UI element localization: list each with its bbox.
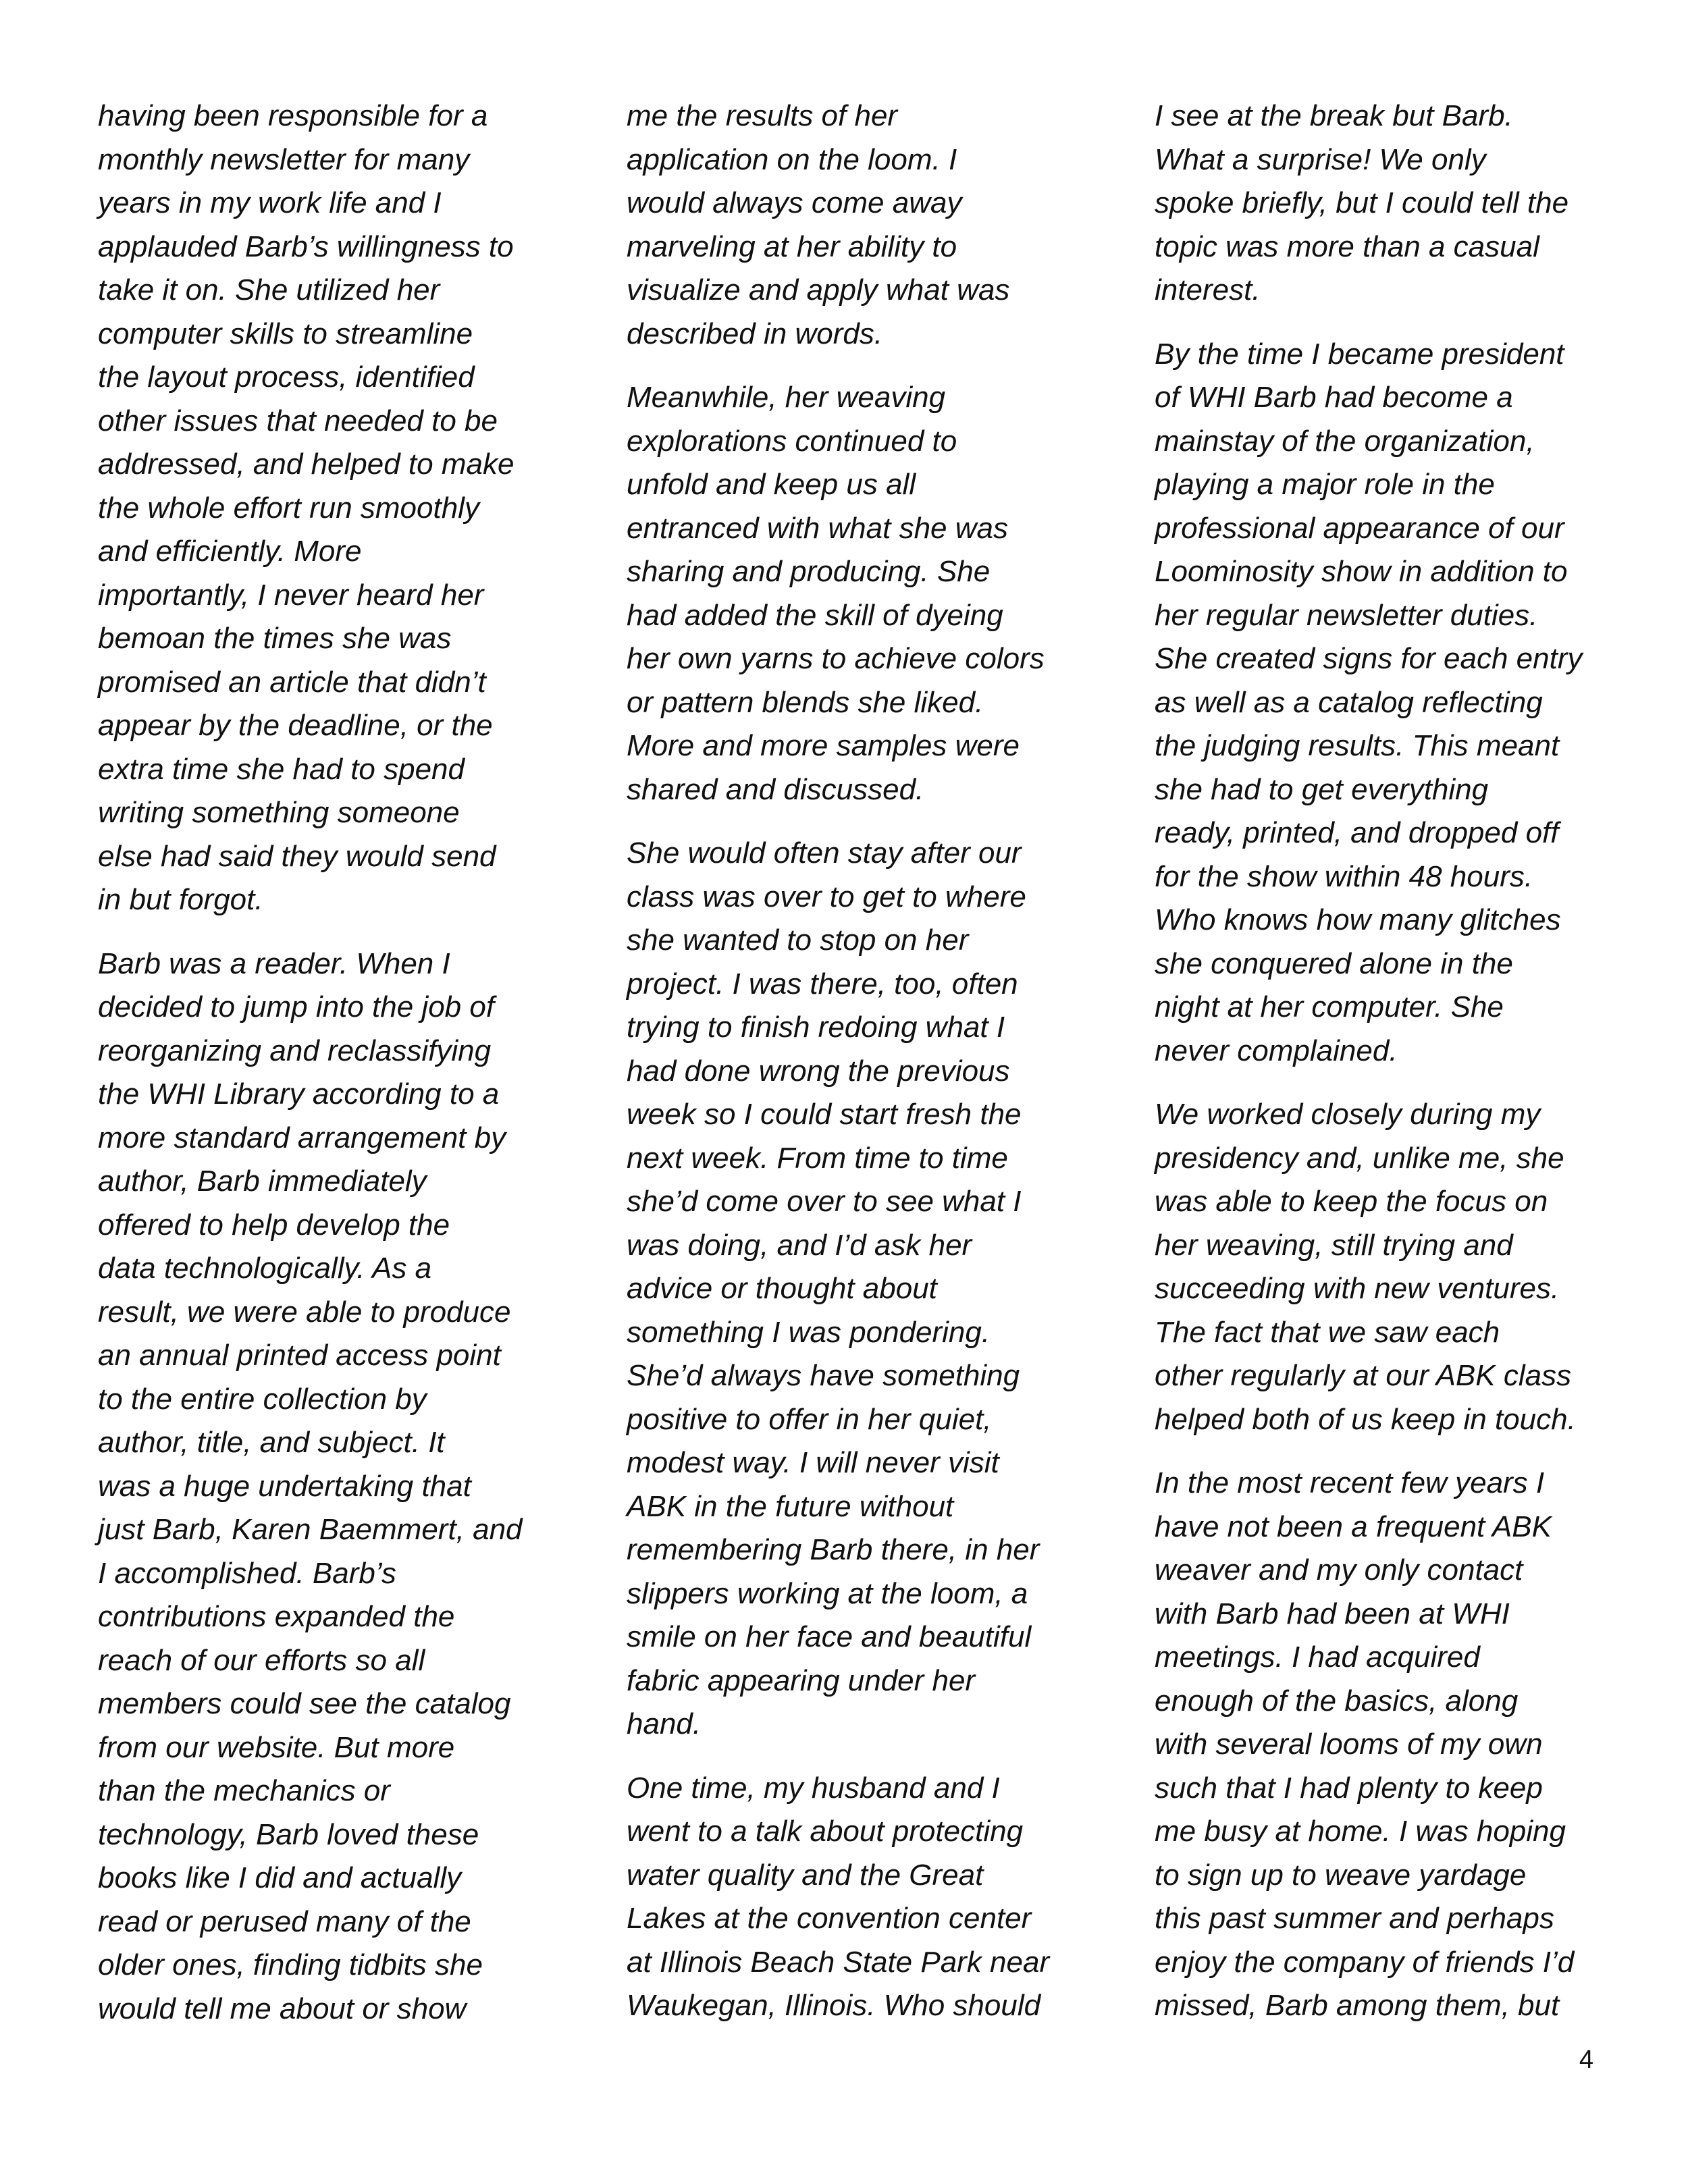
paragraph: me the results of her application on the loom. I would always come away marveling at her ability to visualize and apply what was described in words. <box>627 99 1010 350</box>
text-column-3 <box>1155 95 1627 2048</box>
paragraph: Meanwhile, her weaving explorations continued to unfold and keep us all entranced with what she was sharing and producing. She had added the skill of dyeing her own yarns to achieve colors or pattern blends she liked. More and more samples were shared and discussed. <box>627 381 1045 806</box>
paragraph: We worked closely during my presidency and, unlike me, she was able to keep the focus on her weaving, still trying and succeeding with new ventures. The fact that we saw each other regularly at our ABK class helped both of us keep in touch. <box>1155 1098 1576 1436</box>
paragraph: One time, my husband and I went to a talk about protecting water quality and the Great Lakes at the convention center at Illinois Beach State Park near Waukegan, Illinois. Who should <box>627 1771 1050 2022</box>
page-number: 4 <box>1579 2046 1593 2074</box>
paragraph: In the most recent few years I have not been a frequent ABK weaver and my only contact with Barb had been at WHI meetings. I had acquired enough of the basics, along with several looms of my own such that I had plenty to keep me busy at home. I was hoping to sign up to weave yardage this past summer and perhaps enjoy the company of friends I’d missed, Barb among them, but <box>1155 1466 1575 2022</box>
paragraph: She would often stay after our class was over to get to where she wanted to stop on her project. I was there, too, often trying to finish redoing what I had done wrong the previous week so I could start fresh the next week. From time to time she’d come over to see what I was doing, and I’d ask her advice or thought about something I was pondering. She’d always have something positive to offer in her quiet, modest way. I will never visit ABK in the future without remembering Barb there, in her slippers working at the loom, a smile on her face and beautiful fabric appearing under her hand. <box>627 836 1040 1740</box>
text-column-1 <box>98 95 571 2051</box>
text-column-2 <box>627 95 1099 2048</box>
paragraph: having been responsible for a monthly newsletter for many years in my work life and I applauded Barb’s willingness to take it on. She utilized her computer skills to streamline the layout process, identified other issues that needed to be addressed, and helped to make the whole effort run smoothly and efficiently. More importantly, I never heard her bemoan the times she was promised an article that didn’t appear by the deadline, or the extra time she had to spend writing something someone else had said they would send in but forgot. <box>98 99 515 916</box>
paragraph: Barb was a reader. When I decided to jump into the job of reorganizing and reclassifying the WHI Library according to a more standard arrangement by author, Barb immediately offered to help develop the data technologically. As a result, we were able to produce an annual printed access point to the entire collection by author, title, and subject. It was a huge undertaking that just Barb, Karen Baemmert, and I accomplished. Barb’s contributions expanded the reach of our efforts so all members could see the catalog from our website. But more than the mechanics or technology, Barb loved these books like I did and actually read or perused many of the older ones, finding tidbits she would tell me about or show <box>98 947 523 2025</box>
paragraph: By the time I became president of WHI Barb had become a mainstay of the organization, playing a major role in the professional appearance of our Loominosity show in addition to her regular newsletter duties. She created signs for each entry as well as a catalog reflecting the judging results. This meant she had to get everything ready, printed, and dropped off for the show within 48 hours. Who knows how many glitches she conquered alone in the night at her computer. She never complained. <box>1155 337 1583 1067</box>
paragraph: I see at the break but Barb. What a surprise! We only spoke briefly, but I could tell the topic was more than a casual interest. <box>1155 99 1569 307</box>
